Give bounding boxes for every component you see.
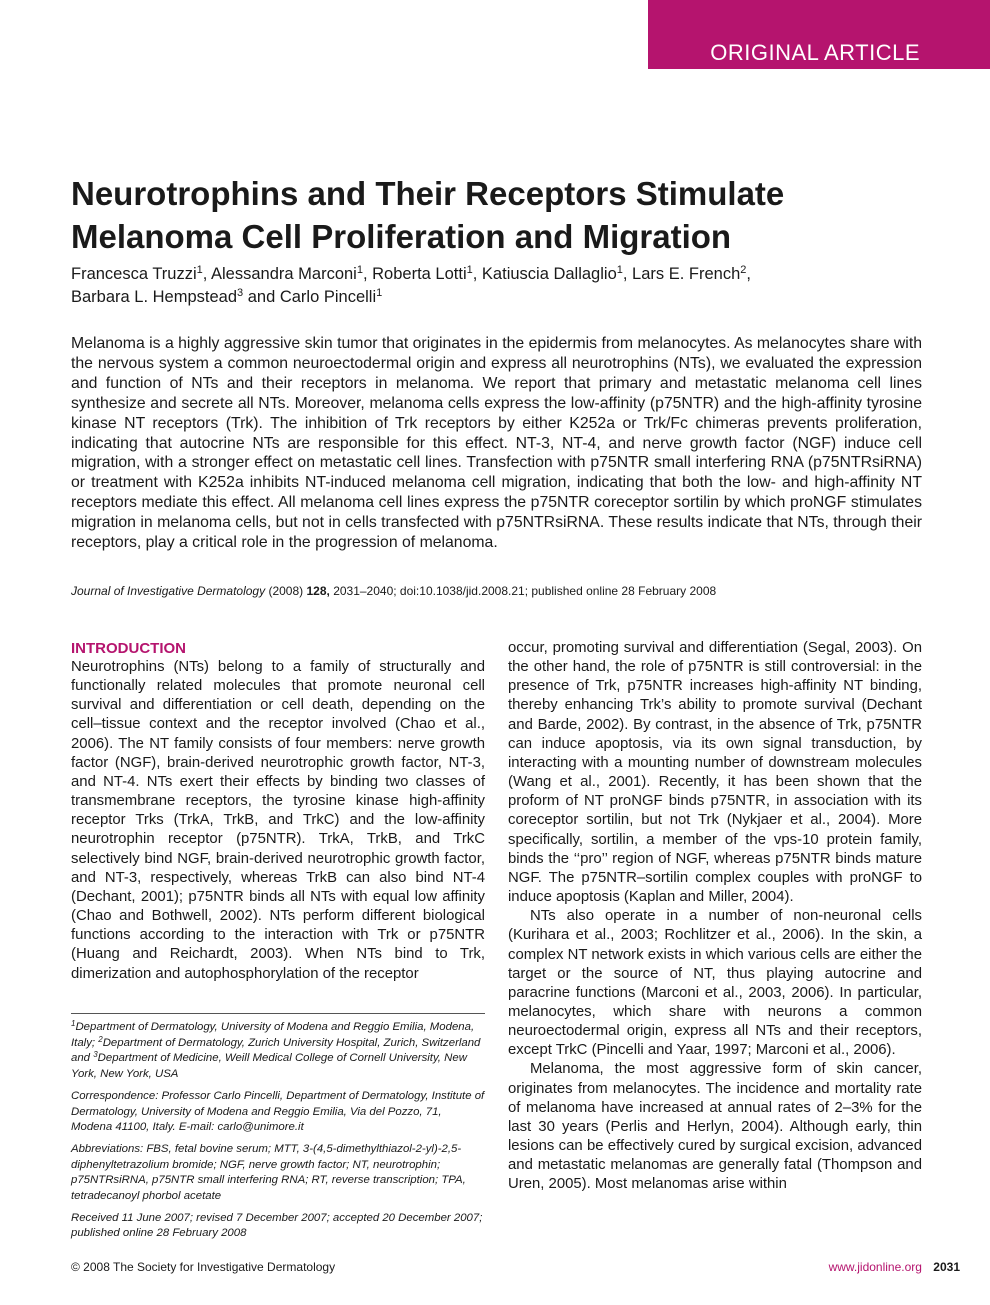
copyright-notice: © 2008 The Society for Investigative Dermatology — [71, 1260, 336, 1274]
article-type-banner — [648, 0, 990, 69]
title-line-2: Melanoma Cell Proliferation and Migration — [71, 218, 732, 255]
article-title — [71, 172, 931, 258]
author-list — [71, 263, 931, 309]
correspondence: Correspondence: Professor Carlo Pincelli, Department of Dermatology, Institute of Dermatology, University of Modena and Reggio Emilia, Via del Pozzo, 71, Modena 41100, Italy. E-mail: carlo@unimore.it — [71, 1089, 485, 1134]
citation-line — [71, 583, 931, 599]
journal-name: Journal of Investigative Dermatology — [71, 584, 266, 598]
received-dates: Received 11 June 2007; revised 7 December 2007; accepted 20 December 2007; published online 28 February 2008 — [71, 1211, 483, 1240]
abbreviations: Abbreviations: FBS, fetal bovine serum; MTT, 3-(4,5-dimethylthiazol-2-yl)-2,5-diphenyltetrazolium bromide; NGF, nerve growth factor; NT, neurotrophin; p75NTRsiRNA, p75NTR small interfering RNA; RT, reverse transcription; TPA, tetradecanoyl phorbol acetate — [71, 1142, 466, 1203]
author: Roberta Lotti$^1$, — [372, 264, 482, 283]
author: Lars E. French$^2$, — [632, 264, 751, 283]
page-footer — [829, 1260, 960, 1274]
abstract: Melanoma is a highly aggressive skin tumor that originates in the epidermis from melanocytes. As melanocytes share with the nervous system a common neuroectodermal origin and express all neurotrophins (NTs), we evaluated the expression and function of NTs and their receptors in melanoma. We report that primary and metastatic melanoma cell lines synthesize and secrete all NTs. Moreover, melanoma cells express the low-affinity (p75NTR) and the high-affinity tyrosine kinase NT receptors (Trk). The inhibition of Trk receptors by either K252a or Trk/Fc chimeras prevents proliferation, indicating that autocrine NTs are responsible for this effect. NT-3, NT-4, and nerve growth factor (NGF) induce cell migration, with a stronger effect on metastatic cell lines. Transfection with p75NTR small interfering RNA (p75NTRsiRNA) or treatment with K252a inhibits NT-induced melanoma cell migration, indicating that both the low- and high-affinity NT receptors mediate this effect. All melanoma cell lines express the p75NTR coreceptor sortilin by which proNGF stimulates migration in melanoma cells, but not in cells transfected with p75NTRsiRNA. These results indicate that NTs, through their receptors, play a critical role in the progression of melanoma. — [71, 335, 922, 552]
citation-year: (2008) — [268, 584, 304, 598]
article-type-label: ORIGINAL ARTICLE — [710, 40, 920, 65]
body-paragraph: Melanoma, the most aggressive form of skin cancer, originates from melanocytes. The incidence and mortality rate of melanoma have increased at annual rates of 2–3% for the last 30 years (Perlis and Herlyn, 2004). Although early, thin lesions can be effectively cured by surgical excision, advanced and metastatic melanomas are generally fatal (Thompson and Uren, 2005). Most melanomas arise within — [508, 1061, 922, 1193]
citation-details: 2031–2040; doi:10.1038/jid.2008.21; published online 28 February 2008 — [333, 584, 717, 598]
affiliations: $^1$Department of Dermatology, University of Modena and Reggio Emilia, Modena, Italy; $^2$Department of Dermatology, Zurich University Hospital, Zurich, Switzerland and $^3$Department of Medicine, Weill Medical College of Cornell University, New York, New York, USA — [71, 1019, 481, 1081]
author: Alessandra Marconi$^1$, — [211, 264, 373, 283]
section-heading-introduction: INTRODUCTION — [71, 640, 186, 657]
right-column — [508, 639, 922, 1195]
title-line-1: Neurotrophins and Their Receptors Stimulate — [71, 175, 785, 212]
author: Francesca Truzzi$^1$, — [71, 264, 212, 283]
author: Katiuscia Dallaglio$^1$, — [481, 264, 633, 283]
journal-url-link[interactable]: www.jidonline.org — [828, 1260, 922, 1274]
page-number: 2031 — [933, 1260, 960, 1274]
citation-volume: 128, — [306, 584, 330, 598]
author: Carlo Pincelli$^1$ — [279, 287, 383, 306]
body-paragraph: NTs also operate in a number of non-neuronal cells (Kurihara et al., 2003; Rochlitzer et al., 2006). In the skin, a complex NT network exists in which various cells are either the target or the source of NT, thus playing autocrine and paracrine functions (Marconi et al., 2003, 2006). In particular, melanocytes, which share with neurons a common neuroectodermal origin, express all NTs and their receptors, except TrkC (Pincelli and Yaar, 1997; Marconi et al., 2006). — [508, 908, 922, 1059]
left-column — [71, 639, 485, 984]
footnote-divider — [71, 1013, 485, 1014]
footnotes — [71, 1020, 485, 1248]
author: Barbara L. Hempstead$^3$ and — [71, 287, 280, 306]
body-paragraph: occur, promoting survival and differentiation (Segal, 2003). On the other hand, the role of p75NTR is still controversial: in the presence of Trk, p75NTR increases high-affinity NT binding, thereby enhancing Trk’s ability to promote survival (Dechant and Barde, 2002). By contrast, in the absence of Trk, p75NTR can induce apoptosis, via its own signal transduction, by interacting with a mounting number of downstream molecules (Wang et al., 2001). Recently, it has been shown that the proform of NT proNGF binds p75NTR, in association with its coreceptor sortilin, but not Trk (Nykjaer et al., 2004). More specifically, sortilin, a member of the vps-10 protein family, binds the ‘‘pro’’ region of NGF, whereas p75NTR binds mature NGF. The p75NTR–sortilin complex couples with proNGF to induce apoptosis (Kaplan and Miller, 2004). — [508, 640, 922, 906]
body-paragraph: Neurotrophins (NTs) belong to a family of structurally and functionally related molecules that promote neuronal cell survival and differentiation or cell death, depending on the cell–tissue context and the receptor involved (Chao et al., 2006). The NT family consists of four members: nerve growth factor (NGF), brain-derived neurotrophic growth factor, NT-3, and NT-4. NTs exert their effects by binding two classes of transmembrane receptors, the tyrosine kinase high-affinity receptor Trks (TrkA, TrkB, and TrkC) and the low-affinity neurotrophin receptor (p75NTR). TrkA, TrkB, and TrkC selectively bind NGF, brain-derived neurotrophic growth factor, and NT-3, respectively, whereas TrkB can also bind NT-4 (Dechant, 2001); p75NTR binds all NTs with equal low affinity (Chao and Bothwell, 2002). NTs perform different biological functions according to the interaction with Trk or p75NTR (Huang and Reichardt, 2003). When NTs bind to Trk, dimerization and autophosphorylation of the receptor — [71, 659, 485, 982]
